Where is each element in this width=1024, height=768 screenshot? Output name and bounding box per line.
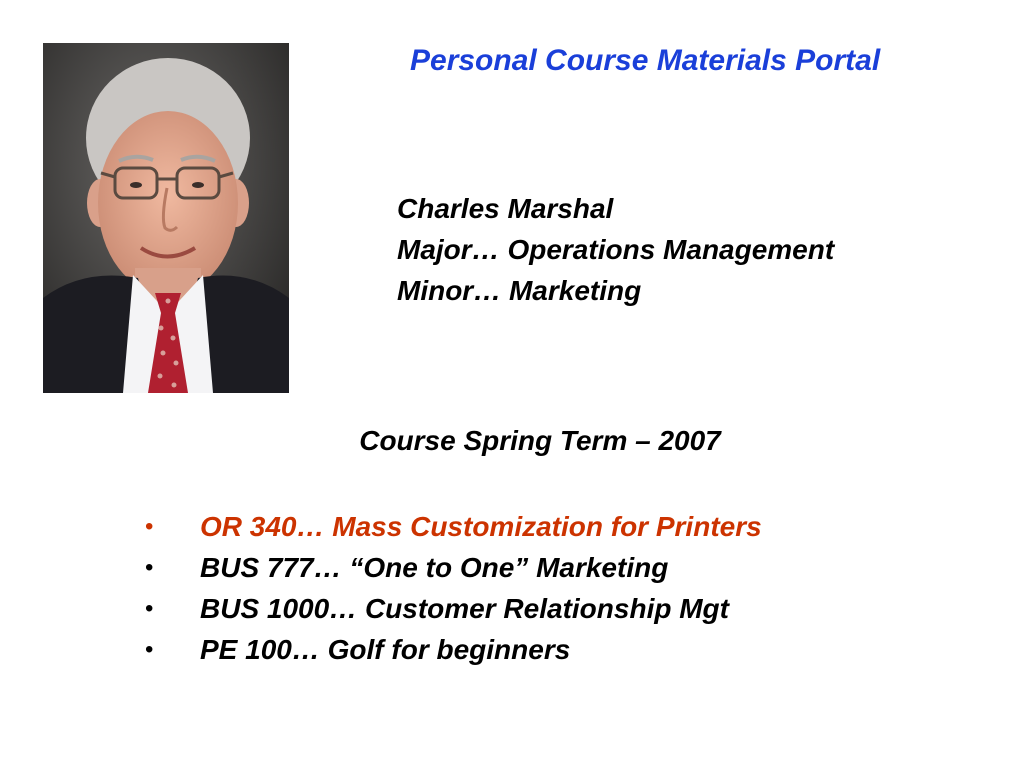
term-heading-text: Course Spring Term – 2007 bbox=[359, 425, 721, 456]
course-label: PE 100… Golf for beginners bbox=[200, 634, 571, 665]
bullet-icon: • bbox=[145, 636, 154, 663]
bullet-icon: • bbox=[145, 595, 154, 622]
student-minor: Minor… Marketing bbox=[397, 275, 642, 306]
student-profile bbox=[397, 188, 834, 311]
bullet-icon: • bbox=[145, 554, 154, 581]
student-name: Charles Marshal bbox=[397, 193, 614, 224]
portrait-photo bbox=[43, 43, 289, 393]
course-label: OR 340… Mass Customization for Printers bbox=[200, 511, 762, 542]
bullet-icon: • bbox=[145, 513, 154, 540]
portal-title: Personal Course Materials Portal bbox=[410, 44, 881, 77]
course-label: BUS 1000… Customer Relationship Mgt bbox=[200, 593, 729, 624]
term-heading bbox=[0, 425, 1024, 457]
student-major: Major… Operations Management bbox=[397, 234, 835, 265]
course-label: BUS 777… “One to One” Marketing bbox=[200, 552, 669, 583]
